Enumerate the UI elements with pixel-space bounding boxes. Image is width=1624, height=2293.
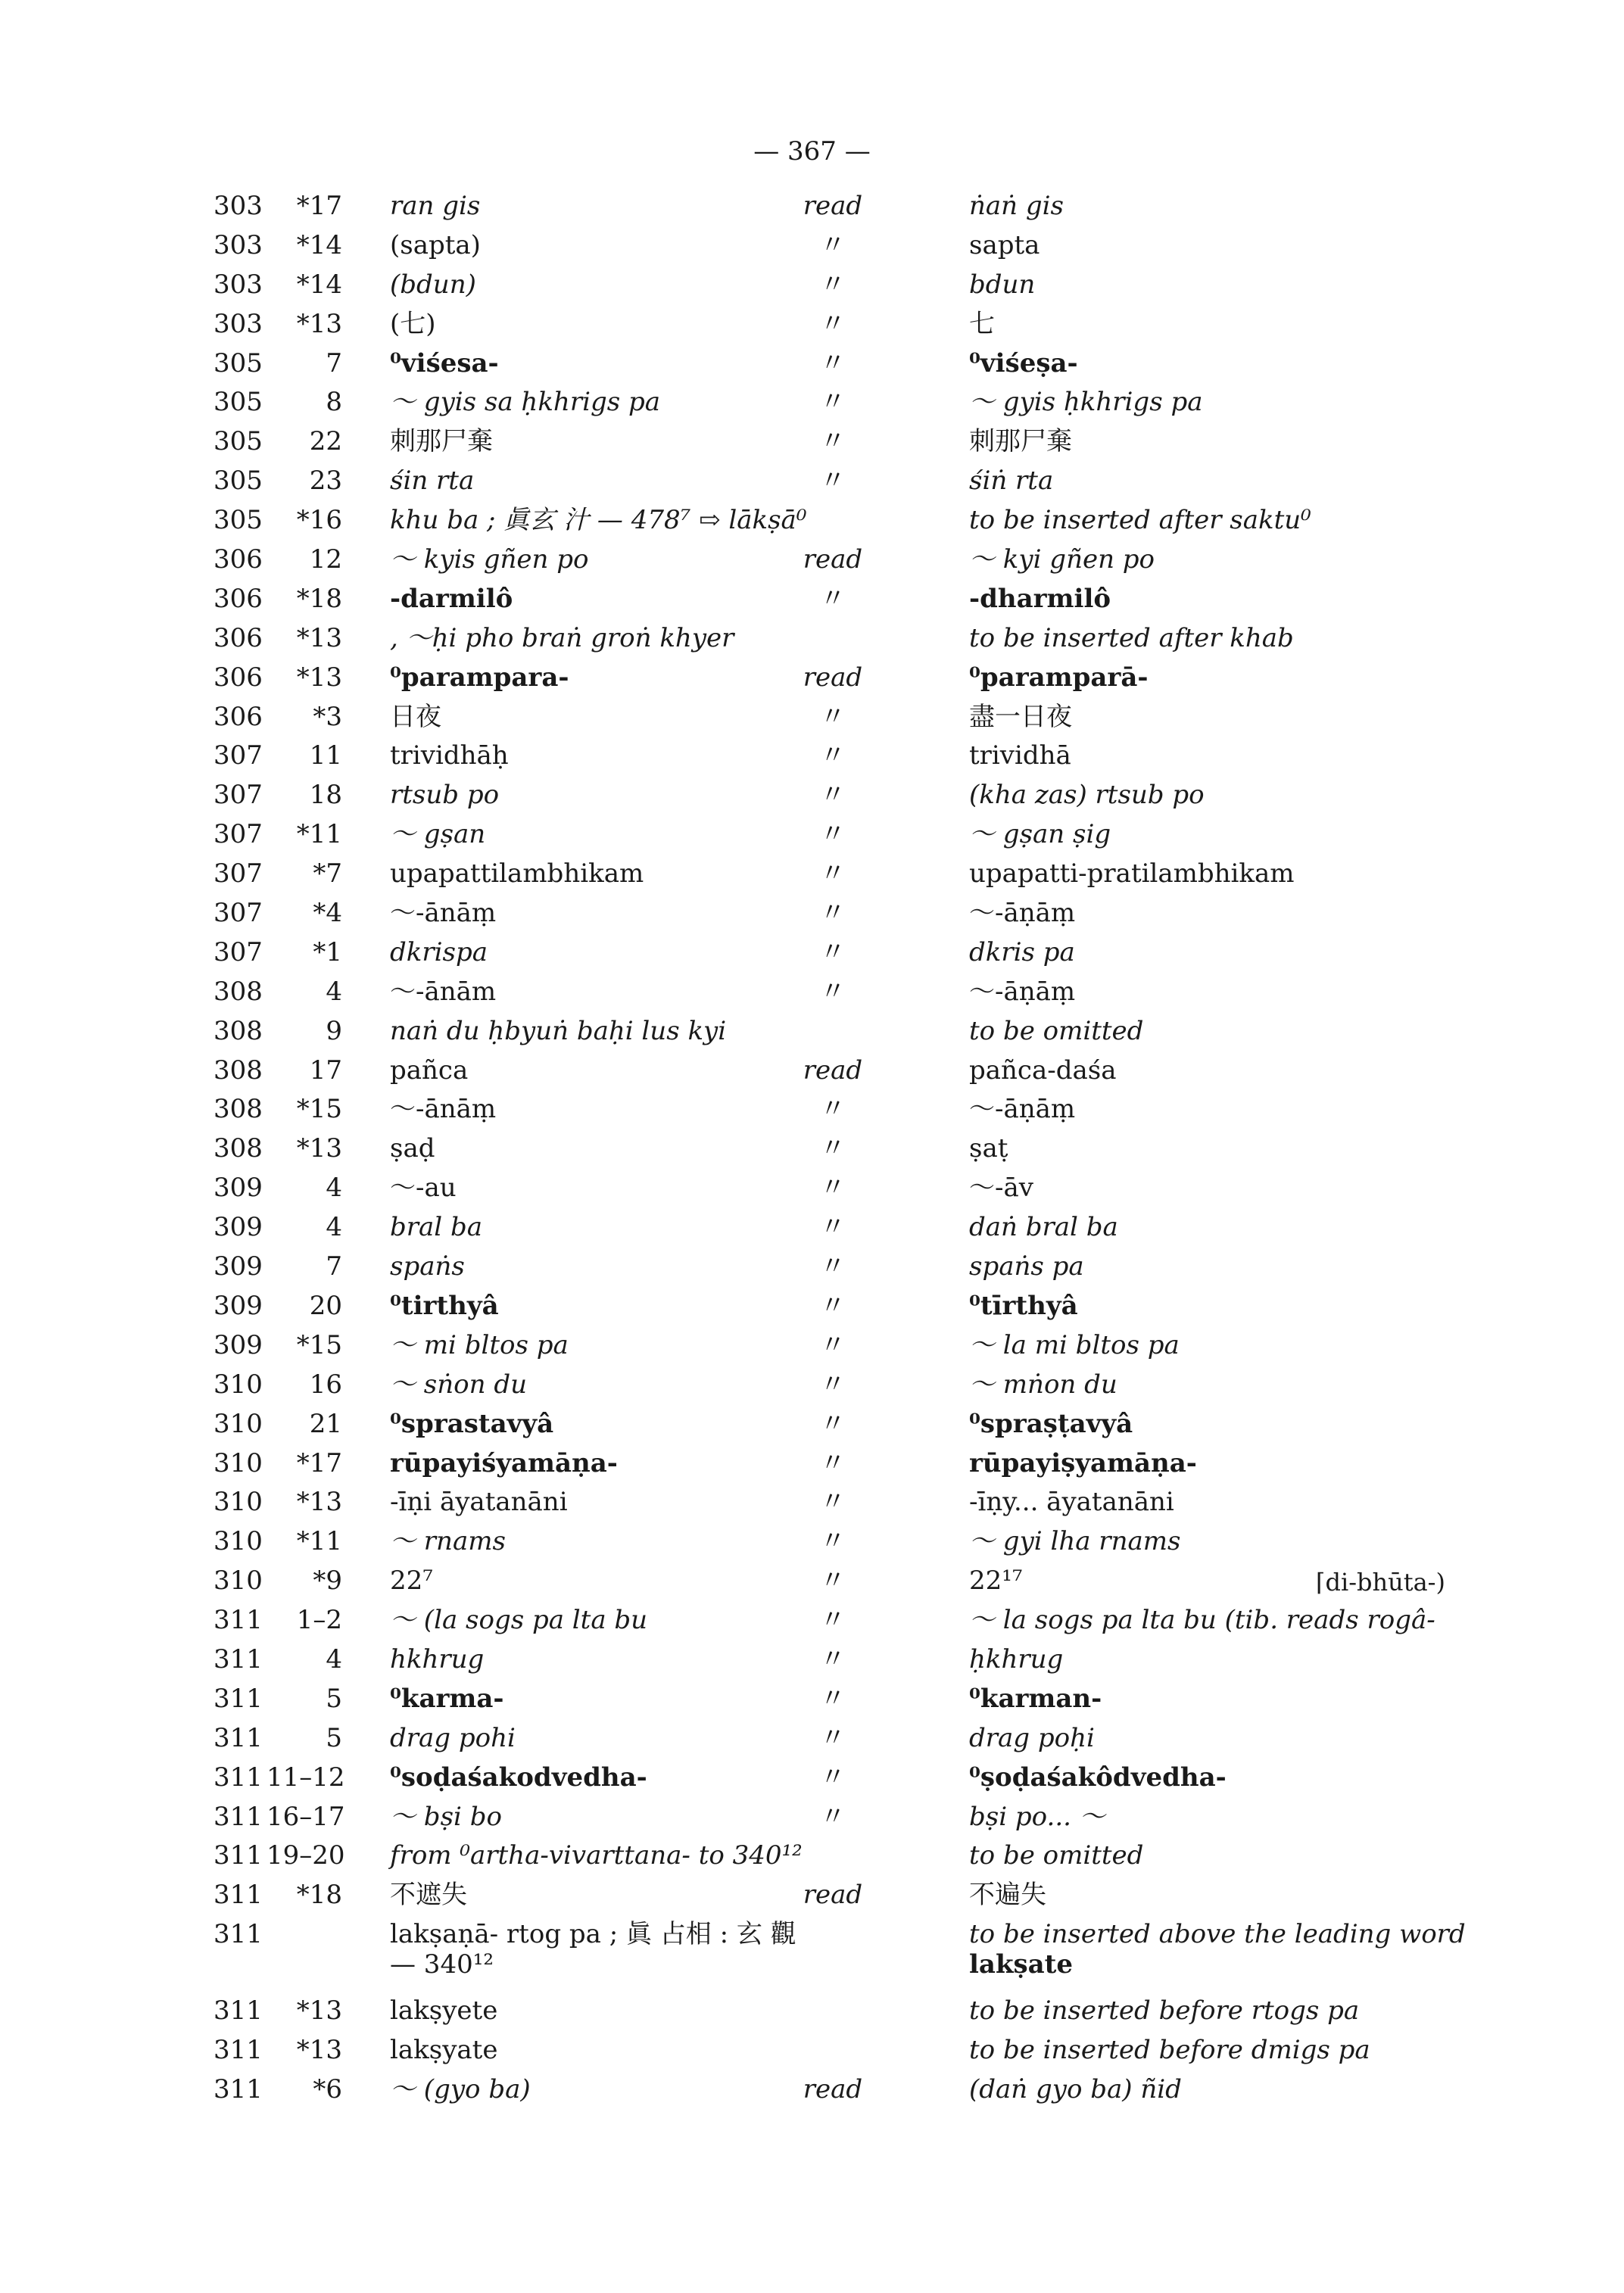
line-ref: 4 xyxy=(326,1212,342,1243)
page-ref: 311 xyxy=(214,1919,263,1950)
line-ref: *16 xyxy=(296,505,342,536)
original-text: 不遮失 xyxy=(390,1880,467,1911)
page-ref: 311 xyxy=(214,1840,263,1871)
errata-row xyxy=(0,1877,1624,1916)
errata-row xyxy=(0,1013,1624,1052)
original-text: dkrispa xyxy=(390,936,488,967)
ditto-mark: 〃 xyxy=(820,269,846,300)
line-ref: *18 xyxy=(296,583,342,614)
original-text: ～-ānām xyxy=(390,976,497,1007)
original-text: ṣaḍ xyxy=(390,1133,435,1164)
ditto-mark: 〃 xyxy=(820,701,846,732)
page-ref: 306 xyxy=(214,622,263,653)
line-ref: 9 xyxy=(326,1015,342,1046)
corrected-text: trividhā xyxy=(969,740,1071,771)
errata-row xyxy=(0,1681,1624,1720)
page-ref: 311 xyxy=(214,1722,263,1753)
errata-row xyxy=(0,1759,1624,1799)
line-ref: *13 xyxy=(296,662,342,693)
original-text: -darmilô xyxy=(390,583,513,614)
page-ref: 307 xyxy=(214,740,263,771)
page-ref: 308 xyxy=(214,1055,263,1086)
errata-row xyxy=(0,345,1624,385)
line-ref: 11 xyxy=(309,740,342,771)
line-ref: 4 xyxy=(326,976,342,1007)
original-text: , ～ḥi pho braṅ groṅ khyer xyxy=(390,622,734,653)
corrected-text: 盡一日夜 xyxy=(969,701,1072,732)
line-ref: *13 xyxy=(296,2035,342,2066)
errata-row xyxy=(0,423,1624,463)
errata-row xyxy=(0,502,1624,541)
ditto-mark: 〃 xyxy=(820,819,846,850)
original-text: ⁰tirthyâ xyxy=(390,1290,499,1321)
ditto-mark: 〃 xyxy=(820,426,846,457)
line-ref: *13 xyxy=(296,1995,342,2027)
errata-row xyxy=(0,266,1624,306)
original-text: ～ (la sogs pa lta bu xyxy=(390,1605,648,1636)
read-label: read xyxy=(803,662,863,693)
line-ref: *13 xyxy=(296,1133,342,1164)
line-ref: *9 xyxy=(313,1566,342,1597)
original-text: ran gis xyxy=(390,191,481,221)
ditto-mark: 〃 xyxy=(820,1801,846,1832)
corrected-text: 七 xyxy=(969,308,995,339)
errata-row xyxy=(0,1406,1624,1445)
corrected-text: ⁰ṣoḍaśakôdvedha- xyxy=(969,1762,1227,1793)
ditto-mark: 〃 xyxy=(820,308,846,339)
errata-row xyxy=(0,659,1624,699)
line-ref: *13 xyxy=(296,308,342,339)
page-ref: 310 xyxy=(214,1408,263,1439)
errata-row xyxy=(0,1992,1624,2032)
page-ref: 309 xyxy=(214,1290,263,1321)
page-ref: 305 xyxy=(214,426,263,457)
corrected-text: to be inserted after saktu⁰ xyxy=(969,505,1311,536)
ditto-mark: 〃 xyxy=(820,1526,846,1557)
original-text: ～ gyis sa ḥkhrigs pa xyxy=(390,387,661,418)
line-ref: 20 xyxy=(309,1290,342,1321)
read-label: read xyxy=(803,1055,863,1086)
corrected-text: drag poḥi xyxy=(969,1722,1095,1753)
original-text: śin rta xyxy=(390,466,475,497)
line-ref: 4 xyxy=(326,1173,342,1204)
corrected-text: ～-āṇāṃ xyxy=(969,976,1076,1007)
line-ref: *17 xyxy=(296,1447,342,1478)
line-ref: *6 xyxy=(313,2073,342,2105)
errata-row xyxy=(0,1209,1624,1248)
corrected-text: ⁰tīrthyâ xyxy=(969,1290,1078,1321)
line-ref: 5 xyxy=(326,1683,342,1714)
errata-row xyxy=(0,1916,1624,1992)
page-ref: 303 xyxy=(214,308,263,339)
page-number: — 367 — xyxy=(753,136,871,167)
page-ref: 307 xyxy=(214,936,263,967)
line-ref: 21 xyxy=(309,1408,342,1439)
line-ref: 17 xyxy=(309,1055,342,1086)
page-ref: 311 xyxy=(214,1643,263,1675)
errata-row xyxy=(0,974,1624,1013)
errata-row xyxy=(0,1837,1624,1877)
ditto-mark: 〃 xyxy=(820,229,846,260)
original-text: rūpayiśyamāṇa- xyxy=(390,1447,618,1478)
original-text: ～ (gyo ba) xyxy=(390,2073,531,2105)
errata-row xyxy=(0,188,1624,227)
original-text xyxy=(390,1919,796,1980)
corrected-text: ṅaṅ gis xyxy=(969,191,1064,221)
corrected-text: to be inserted before rtogs pa xyxy=(969,1995,1360,2027)
original-text: trividhāḥ xyxy=(390,740,509,771)
line-ref: 5 xyxy=(326,1722,342,1753)
ditto-mark: 〃 xyxy=(820,858,846,889)
ditto-mark: 〃 xyxy=(820,1643,846,1675)
errata-row xyxy=(0,2071,1624,2111)
errata-row xyxy=(0,2032,1624,2071)
errata-row xyxy=(0,895,1624,934)
original-text: lakṣyete xyxy=(390,1995,498,2027)
original-text: rtsub po xyxy=(390,780,500,811)
errata-row xyxy=(0,1641,1624,1681)
original-text: hkhrug xyxy=(390,1643,485,1675)
corrected-text: to be inserted before dmigs pa xyxy=(969,2035,1370,2066)
ditto-mark: 〃 xyxy=(820,1566,846,1597)
original-text: (bdun) xyxy=(390,269,476,300)
corrected-text: to be omitted xyxy=(969,1840,1144,1871)
corrected-text: bdun xyxy=(969,269,1036,300)
line-ref: 23 xyxy=(309,466,342,497)
original-text: upapattilambhikam xyxy=(390,858,644,889)
ditto-mark: 〃 xyxy=(820,1369,846,1400)
ditto-mark: 〃 xyxy=(820,1094,846,1125)
ditto-mark: 〃 xyxy=(820,1722,846,1753)
line-ref: *18 xyxy=(296,1880,342,1911)
page-ref: 305 xyxy=(214,505,263,536)
errata-row xyxy=(0,1288,1624,1327)
errata-row xyxy=(0,934,1624,974)
original-text: (sapta) xyxy=(390,229,481,260)
original-text: spaṅs xyxy=(390,1251,465,1282)
ditto-mark: 〃 xyxy=(820,1447,846,1478)
page-ref: 309 xyxy=(214,1251,263,1282)
original-text: ⁰parampara- xyxy=(390,662,569,693)
page-ref: 305 xyxy=(214,466,263,497)
errata-row xyxy=(0,1720,1624,1759)
original-text: naṅ du ḥbyuṅ baḥi lus kyi xyxy=(390,1015,727,1046)
corrected-text: ⁰viśeṣa- xyxy=(969,347,1078,379)
corrected-text-line2: lakṣate xyxy=(969,1949,1074,1980)
corrected-text-line1: to be inserted above the leading word xyxy=(969,1919,1466,1950)
line-ref: 11–12 xyxy=(267,1762,345,1793)
corrected-text: 不遍失 xyxy=(969,1880,1046,1911)
corrected-text: ～ la mi bltos pa xyxy=(969,1329,1180,1360)
ditto-mark: 〃 xyxy=(820,1487,846,1518)
page-ref: 311 xyxy=(214,1995,263,2027)
page-ref: 310 xyxy=(214,1487,263,1518)
page-ref: 310 xyxy=(214,1369,263,1400)
errata-row xyxy=(0,1170,1624,1209)
ditto-mark: 〃 xyxy=(820,1251,846,1282)
corrected-text: ⁰paramparā- xyxy=(969,662,1149,693)
line-ref: 22 xyxy=(309,426,342,457)
corrected-text: (daṅ gyo ba) ñid xyxy=(969,2073,1182,2105)
read-label: read xyxy=(803,2073,863,2105)
line-ref: *14 xyxy=(296,269,342,300)
original-text: ～ kyis gñen po xyxy=(390,544,589,575)
original-text: bral ba xyxy=(390,1212,483,1243)
errata-row xyxy=(0,620,1624,659)
errata-row xyxy=(0,384,1624,423)
original-text: -īṇi āyatanāni xyxy=(390,1487,568,1518)
page-ref: 307 xyxy=(214,819,263,850)
page-ref: 311 xyxy=(214,2035,263,2066)
errata-row xyxy=(0,816,1624,855)
page-ref: 307 xyxy=(214,858,263,889)
corrected-text: to be inserted after khab xyxy=(969,622,1294,653)
page-ref: 311 xyxy=(214,2073,263,2105)
read-label: read xyxy=(803,1880,863,1911)
line-ref: 1–2 xyxy=(296,1605,342,1636)
original-text: ⁰karma- xyxy=(390,1683,504,1714)
original-text: 刺那尸棄 xyxy=(390,426,493,457)
line-ref: 8 xyxy=(326,387,342,418)
errata-row xyxy=(0,227,1624,266)
corrected-text: dkris pa xyxy=(969,936,1075,967)
corrected-text: ～-āṇāṃ xyxy=(969,898,1076,929)
errata-row xyxy=(0,1445,1624,1485)
line-ref: *7 xyxy=(313,858,342,889)
original-text: pañca xyxy=(390,1055,469,1086)
original-text: ～ sṅon du xyxy=(390,1369,527,1400)
corrected-text: sapta xyxy=(969,229,1040,260)
ditto-mark: 〃 xyxy=(820,936,846,967)
errata-row xyxy=(0,1484,1624,1523)
line-ref: *3 xyxy=(313,701,342,732)
page-ref: 311 xyxy=(214,1801,263,1832)
corrected-text: ⁰spraṣṭavyâ xyxy=(969,1408,1133,1439)
page-ref: 310 xyxy=(214,1566,263,1597)
errata-row xyxy=(0,699,1624,738)
corrected-text: ～ la sogs pa lta bu (tib. reads rogâ- xyxy=(969,1605,1435,1636)
errata-row xyxy=(0,541,1624,581)
corrected-text: rūpayiṣyamāṇa- xyxy=(969,1447,1197,1478)
page-ref: 310 xyxy=(214,1447,263,1478)
line-ref: *13 xyxy=(296,1487,342,1518)
errata-row xyxy=(0,306,1624,345)
errata-row xyxy=(0,581,1624,620)
page-ref: 303 xyxy=(214,191,263,221)
ditto-mark: 〃 xyxy=(820,1173,846,1204)
corrected-text: ～ gyi lha rnams xyxy=(969,1526,1181,1557)
page-ref: 309 xyxy=(214,1212,263,1243)
ditto-mark: 〃 xyxy=(820,1133,846,1164)
read-label: read xyxy=(803,191,863,221)
ditto-mark: 〃 xyxy=(820,780,846,811)
corrected-text: pañca-daśa xyxy=(969,1055,1117,1086)
corrected-text: (kha zas) rtsub po xyxy=(969,780,1205,811)
ditto-mark: 〃 xyxy=(820,1605,846,1636)
original-text: from ⁰artha-vivarttana- to 340¹² xyxy=(390,1840,803,1871)
corrected-text: -dharmilô xyxy=(969,583,1111,614)
page-ref: 311 xyxy=(214,1605,263,1636)
original-text: khu ba ; 眞玄 汁 — 478⁷ ⇨ lākṣā⁰ xyxy=(390,505,807,536)
corrected-text: ḥkhrug xyxy=(969,1643,1064,1675)
page-ref: 309 xyxy=(214,1329,263,1360)
line-ref: 7 xyxy=(326,1251,342,1282)
corrected-text: daṅ bral ba xyxy=(969,1212,1118,1243)
corrected-text: ～ gyis ḥkhrigs pa xyxy=(969,387,1203,418)
line-ref: *11 xyxy=(296,819,342,850)
line-ref: *11 xyxy=(296,1526,342,1557)
page-ref: 307 xyxy=(214,780,263,811)
ditto-mark: 〃 xyxy=(820,1762,846,1793)
original-text: ⁰sprastavyâ xyxy=(390,1408,554,1439)
original-text: drag pohi xyxy=(390,1722,516,1753)
ditto-mark: 〃 xyxy=(820,1329,846,1360)
original-text: ～ rnams xyxy=(390,1526,506,1557)
corrected-text xyxy=(969,1919,1466,1980)
page-ref: 308 xyxy=(214,1133,263,1164)
margin-note: ⌈di-bhūta-) xyxy=(1316,1568,1445,1597)
line-ref: *15 xyxy=(296,1329,342,1360)
corrected-text: ṣaṭ xyxy=(969,1133,1008,1164)
ditto-mark: 〃 xyxy=(820,976,846,1007)
page-ref: 311 xyxy=(214,1683,263,1714)
page-ref: 311 xyxy=(214,1762,263,1793)
corrected-text: ⁰karman- xyxy=(969,1683,1102,1714)
corrected-text: ～-āv xyxy=(969,1173,1033,1204)
errata-row xyxy=(0,463,1624,502)
errata-table xyxy=(0,188,1624,2111)
page-ref: 311 xyxy=(214,1880,263,1911)
original-text: ⁰viśesa- xyxy=(390,347,499,379)
ditto-mark: 〃 xyxy=(820,740,846,771)
corrected-text: ～-āṇāṃ xyxy=(969,1094,1076,1125)
errata-row xyxy=(0,1327,1624,1366)
corrected-text: ～ kyi gñen po xyxy=(969,544,1155,575)
page-ref: 305 xyxy=(214,387,263,418)
line-ref: 18 xyxy=(309,780,342,811)
errata-row xyxy=(0,1523,1624,1562)
corrected-text: ～ mṅon du xyxy=(969,1369,1117,1400)
page-ref: 306 xyxy=(214,544,263,575)
corrected-text: śiṅ rta xyxy=(969,466,1054,497)
line-ref: *1 xyxy=(313,936,342,967)
errata-row xyxy=(0,855,1624,895)
errata-row xyxy=(0,1052,1624,1092)
line-ref: *15 xyxy=(296,1094,342,1125)
line-ref: *13 xyxy=(296,622,342,653)
ditto-mark: 〃 xyxy=(820,466,846,497)
page-ref: 308 xyxy=(214,976,263,1007)
line-ref: 16 xyxy=(309,1369,342,1400)
line-ref: 19–20 xyxy=(267,1840,345,1871)
errata-row xyxy=(0,737,1624,777)
line-ref: 4 xyxy=(326,1643,342,1675)
original-text: ～-au xyxy=(390,1173,457,1204)
ditto-mark: 〃 xyxy=(820,898,846,929)
errata-row xyxy=(0,1130,1624,1170)
errata-row xyxy=(0,1366,1624,1406)
line-ref: *4 xyxy=(313,898,342,929)
ditto-mark: 〃 xyxy=(820,387,846,418)
line-ref: 12 xyxy=(309,544,342,575)
original-text: ～ bṣi bo xyxy=(390,1801,502,1832)
page-ref: 309 xyxy=(214,1173,263,1204)
original-text: (七) xyxy=(390,308,436,339)
corrected-text: spaṅs pa xyxy=(969,1251,1084,1282)
page-ref: 306 xyxy=(214,662,263,693)
read-label: read xyxy=(803,544,863,575)
original-text: ～ gṣan xyxy=(390,819,486,850)
page-ref: 308 xyxy=(214,1015,263,1046)
page-ref: 310 xyxy=(214,1526,263,1557)
page-ref: 306 xyxy=(214,701,263,732)
ditto-mark: 〃 xyxy=(820,1212,846,1243)
corrected-text: 22¹⁷ xyxy=(969,1566,1023,1597)
corrected-text: -īṇy... āyatanāni xyxy=(969,1487,1174,1518)
original-text: 22⁷ xyxy=(390,1566,433,1597)
errata-row xyxy=(0,777,1624,816)
original-text: ～-ānāṃ xyxy=(390,1094,497,1125)
original-text-line2: — 340¹² xyxy=(390,1949,494,1980)
line-ref: 7 xyxy=(326,347,342,379)
errata-row xyxy=(0,1091,1624,1130)
page-ref: 303 xyxy=(214,229,263,260)
ditto-mark: 〃 xyxy=(820,1290,846,1321)
ditto-mark: 〃 xyxy=(820,583,846,614)
original-text: lakṣyate xyxy=(390,2035,498,2066)
ditto-mark: 〃 xyxy=(820,1408,846,1439)
errata-row xyxy=(0,1799,1624,1838)
corrected-text: upapatti-pratilambhikam xyxy=(969,858,1295,889)
line-ref: *17 xyxy=(296,191,342,221)
line-ref: 16–17 xyxy=(267,1801,345,1832)
page-ref: 305 xyxy=(214,347,263,379)
ditto-mark: 〃 xyxy=(820,347,846,379)
original-text: 日夜 xyxy=(390,701,441,732)
page-ref: 306 xyxy=(214,583,263,614)
page-ref: 303 xyxy=(214,269,263,300)
page-ref: 308 xyxy=(214,1094,263,1125)
page-ref: 307 xyxy=(214,898,263,929)
original-text: ～ mi bltos pa xyxy=(390,1329,569,1360)
line-ref: *14 xyxy=(296,229,342,260)
corrected-text: ～ gṣan ṣig xyxy=(969,819,1111,850)
corrected-text: bṣi po... ～ xyxy=(969,1801,1105,1832)
corrected-text: 刺那尸棄 xyxy=(969,426,1072,457)
original-text: ～-ānāṃ xyxy=(390,898,497,929)
ditto-mark: 〃 xyxy=(820,1683,846,1714)
corrected-text: to be omitted xyxy=(969,1015,1144,1046)
errata-row xyxy=(0,1248,1624,1288)
original-text: ⁰soḍaśakodvedha- xyxy=(390,1762,647,1793)
original-text-line1: lakṣaṇā- rtog pa ; 眞 占相 : 玄 觀 xyxy=(390,1919,796,1950)
